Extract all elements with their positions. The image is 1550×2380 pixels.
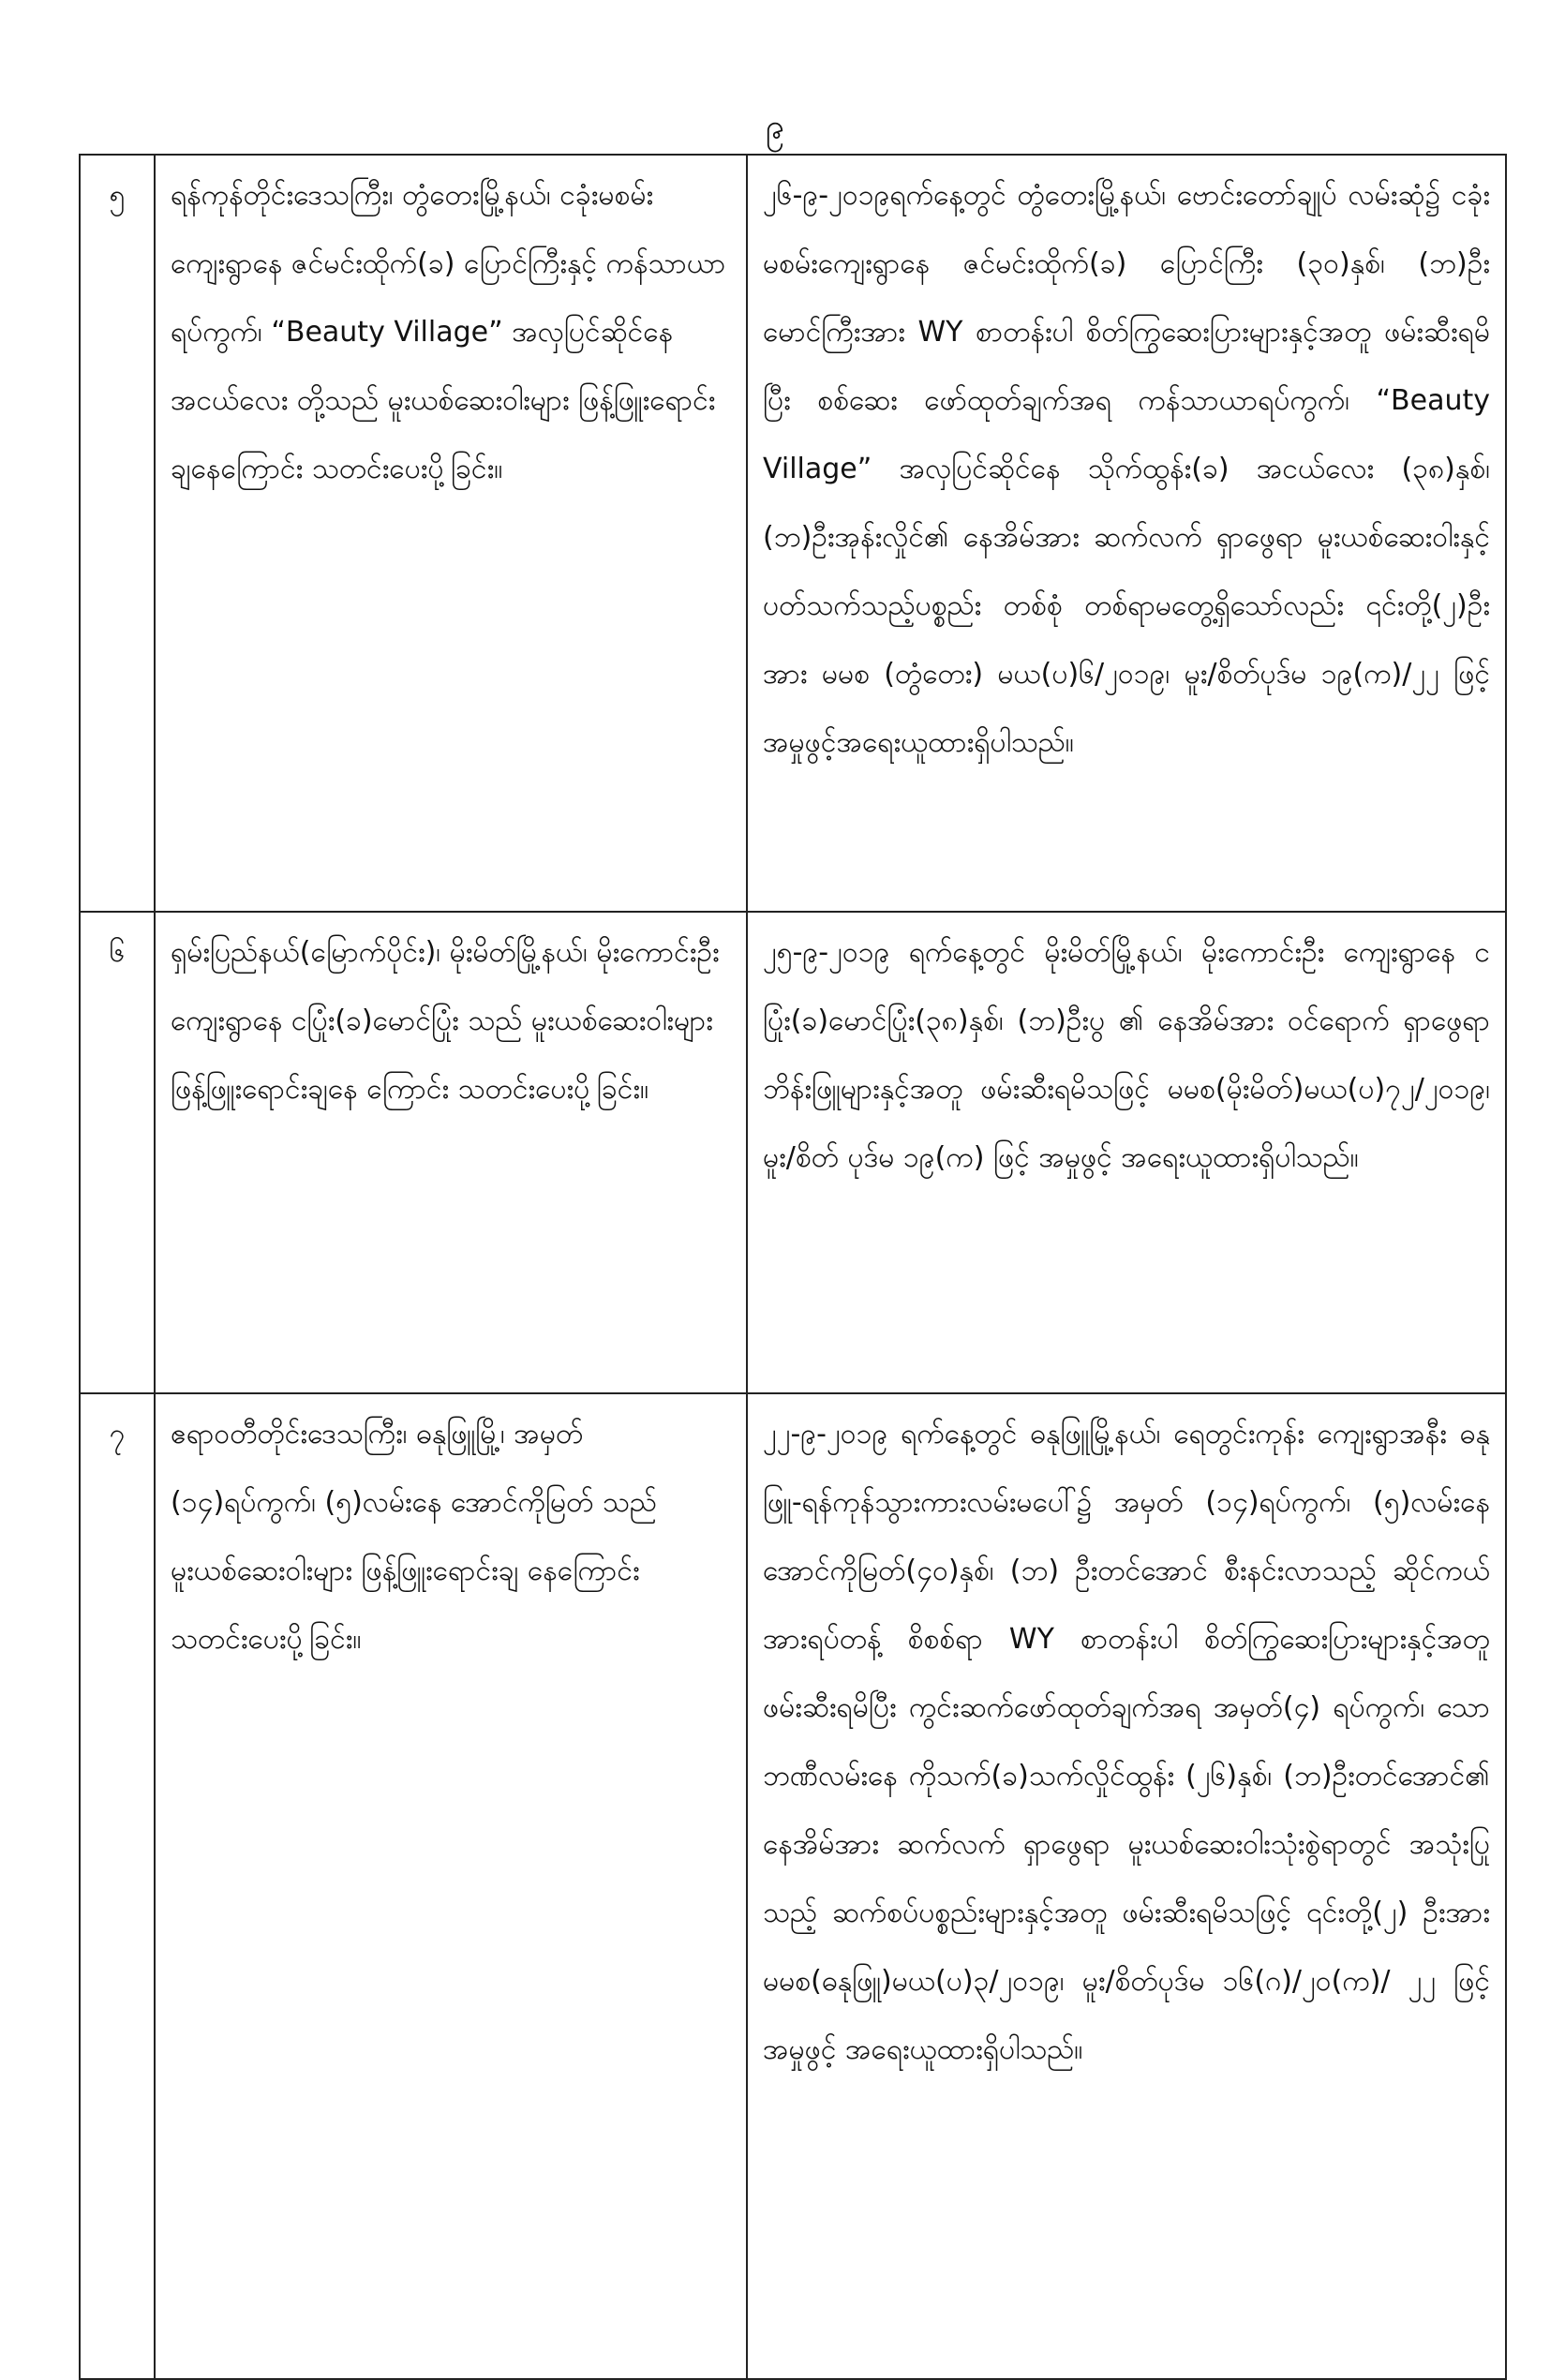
row-number-cell: ၇: [80, 1393, 155, 2379]
subject-cell: ရန်ကုန်တိုင်းဒေသကြီး၊ တွံတေးမြို့နယ်၊ ငခုံးမစမ်းကျေးရွာနေ ဇင်မင်းထိုက်(ခ) ပြောင်ကြီးနှင့် ကန်သာယာရပ်ကွက်၊ “Beauty Village” အလှပြင်ဆိုင်နေ အငယ်လေး တို့သည် မူးယစ်ဆေးဝါးများ ဖြန့်ဖြူးရောင်း ချနေကြောင်း သတင်းပေးပို့ခြင်း။: [155, 155, 747, 912]
table-row: [80, 912, 1506, 1393]
page-number: ၉: [765, 108, 785, 146]
action-cell: ၂၂-၉-၂၀၁၉ ရက်နေ့တွင် ဓနုဖြူမြို့နယ်၊ ရေတွင်းကုန်း ကျေးရွာအနီး ဓနုဖြူ-ရန်ကုန်သွားကားလမ်းမပေါ်၌ အမှတ် (၁၄)ရပ်ကွက်၊ (၅)လမ်းနေ အောင်ကိုမြတ်(၄၀)နှစ်၊ (ဘ) ဦးတင်အောင် စီးနင်းလာသည့် ဆိုင်ကယ်အားရပ်တန့် စိစစ်ရာ WY စာတန်းပါ စိတ်ကြွဆေးပြားများနှင့်အတူ ဖမ်းဆီးရမိပြီး ကွင်းဆက်ဖော်ထုတ်ချက်အရ အမှတ်(၄) ရပ်ကွက်၊ သောဘဏီလမ်းနေ ကိုသက်(ခ)သက်လှိုင်ထွန်း (၂၆)နှစ်၊ (ဘ)ဦးတင်အောင်၏ နေအိမ်အား ဆက်လက် ရှာဖွေရာ မူးယစ်ဆေးဝါးသုံးစွဲရာတွင် အသုံးပြုသည့် ဆက်စပ်ပစ္စည်းများနှင့်အတူ ဖမ်းဆီးရမိသဖြင့် ၎င်းတို့(၂) ဦးအား မမစ(ဓနုဖြူ)မယ(ပ)၃/၂၀၁၉၊ မူး/စိတ်ပုဒ်မ ၁၆(ဂ)/၂၀(က)/ ၂၂ ဖြင့် အမှုဖွင့် အရေးယူထားရှိပါသည်။: [747, 1393, 1506, 2379]
row-number-cell: ၆: [80, 912, 155, 1393]
subject-cell: ရှမ်းပြည်နယ်(မြောက်ပိုင်း)၊ မိုးမိတ်မြို့နယ်၊ မိုးကောင်းဦးကျေးရွာနေ ငပြုံး(ခ)မောင်ပြုံး သည် မူးယစ်ဆေးဝါးများ ဖြန့်ဖြူးရောင်းချနေ ကြောင်း သတင်းပေးပို့ခြင်း။: [155, 912, 747, 1393]
subject-cell: ဧရာဝတီတိုင်းဒေသကြီး၊ ဓနုဖြူမြို့၊ အမှတ် (၁၄)ရပ်ကွက်၊ (၅)လမ်းနေ အောင်ကိုမြတ် သည် မူးယစ်ဆေးဝါးများ ဖြန့်ဖြူးရောင်းချ နေကြောင်းသတင်းပေးပို့ခြင်း။: [155, 1393, 747, 2379]
row-number-cell: ၅: [80, 155, 155, 912]
action-cell: ၂၆-၉-၂၀၁၉ရက်နေ့တွင် တွံတေးမြို့နယ်၊ ဗောင်းတော်ချုပ် လမ်းဆုံ၌ ငခုံးမစမ်းကျေးရွာနေ ဇင်မင်းထိုက်(ခ) ပြောင်ကြီး (၃၀)နှစ်၊ (ဘ)ဦးမောင်ကြီးအား WY စာတန်းပါ စိတ်ကြွဆေးပြားများနှင့်အတူ ဖမ်းဆီးရမိပြီး စစ်ဆေး ဖော်ထုတ်ချက်အရ ကန်သာယာရပ်ကွက်၊ “Beauty Village” အလှပြင်ဆိုင်နေ သိုက်ထွန်း(ခ) အငယ်လေး (၃၈)နှစ်၊ (ဘ)ဦးအုန်းလှိုင်၏ နေအိမ်အား ဆက်လက် ရှာဖွေရာ မူးယစ်ဆေးဝါးနှင့်ပတ်သက်သည့်ပစ္စည်း တစ်စုံ တစ်ရာမတွေ့ရှိသော်လည်း ၎င်းတို့(၂)ဦးအား မမစ (တွံတေး) မယ(ပ)၆/၂၀၁၉၊ မူး/စိတ်ပုဒ်မ ၁၉(က)/၂၂ ဖြင့်အမှုဖွင့်အရေးယူထားရှိပါသည်။: [747, 155, 1506, 912]
table-row: [80, 155, 1506, 912]
table-row: [80, 1393, 1506, 2379]
report-table: [79, 154, 1507, 2380]
action-cell: ၂၅-၉-၂၀၁၉ ရက်နေ့တွင် မိုးမိတ်မြို့နယ်၊ မိုးကောင်းဦး ကျေးရွာနေ ငပြုံး(ခ)မောင်ပြုံး(၃၈)နှစ်၊ (ဘ)ဦးပွ ၏ နေအိမ်အား ဝင်ရောက် ရှာဖွေရာ ဘိန်းဖြူများနှင့်အတူ ဖမ်းဆီးရမိသဖြင့် မမစ(မိုးမိတ်)မယ(ပ)၇၂/၂၀၁၉၊ မူး/စိတ် ပုဒ်မ ၁၉(က) ဖြင့် အမှုဖွင့် အရေးယူထားရှိပါသည်။: [747, 912, 1506, 1393]
